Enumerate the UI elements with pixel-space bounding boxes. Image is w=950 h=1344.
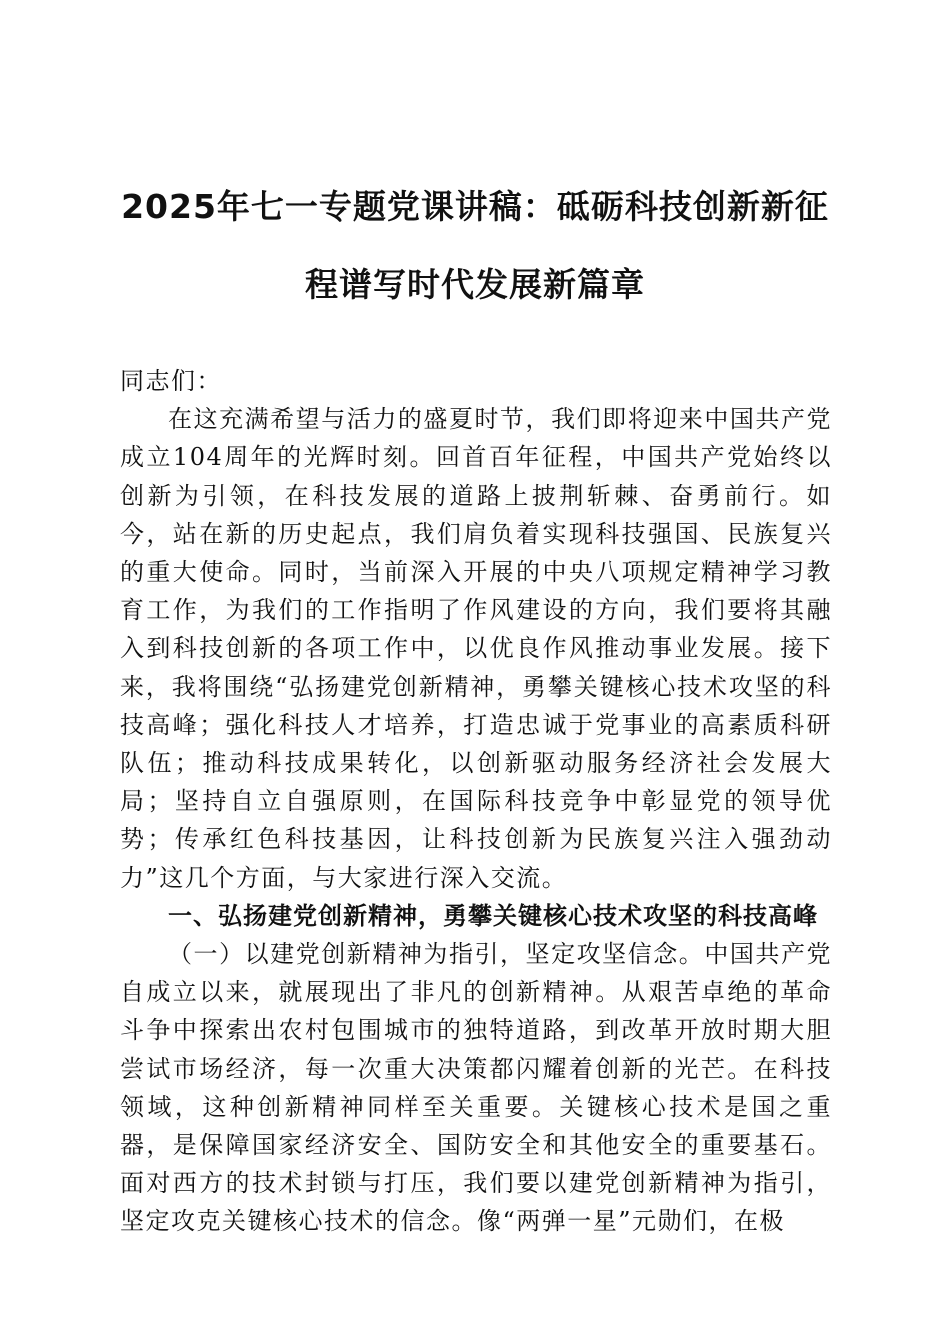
salutation: 同志们： xyxy=(120,367,222,395)
intro-paragraph: 在这充满希望与活力的盛夏时节，我们即将迎来中国共产党成立104周年的光辉时刻。回首百年征程，中国共产党始终以创新为引领，在科技发展的道路上披荆斩棘、奋勇前行。如今，站在新的历史起点，我们肩负着实现科技强国、民族复兴的重大使命。同时，当前深入开展的中央八项规定精神学习教育工作，为我们的工作指明了作风建设的方向，我们要将其融入到科技创新的各项工作中，以优良作风推动事业发展。接下来，我将围绕“弘扬建党创新精神，勇攀关键核心技术攻坚的科技高峰；强化科技人才培养，打造忠诚于党事业的高素质科研队伍；推动科技成果转化，以创新驱动服务经济社会发展大局；坚持自立自强原则，在国际科技竞争中彰显党的领导优势；传承红色科技基因，让科技创新为民族复兴注入强劲动力”这几个方面，与大家进行深入交流。 xyxy=(120,405,832,892)
section-heading-1: 一、弘扬建党创新精神，勇攀关键核心技术攻坚的科技高峰 xyxy=(168,901,818,930)
subsection-paragraph-1: （一）以建党创新精神为指引，坚定攻坚信念。中国共产党自成立以来，就展现出了非凡的创新精神。从艰苦卓绝的革命斗争中探索出农村包围城市的独特道路，到改革开放时期大胆尝试市场经济，每一次重大决策都闪耀着创新的光芒。在科技领域，这种创新精神同样至关重要。关键核心技术是国之重器，是保障国家经济安全、国防安全和其他安全的重要基石。面对西方的技术封锁与打压，我们要以建党创新精神为指引，坚定攻克关键核心技术的信念。像“两弹一星”元勋们，在极 xyxy=(120,940,832,1236)
document-title: 2025年七一专题党课讲稿：砥砺科技创新新征程谱写时代发展新篇章 xyxy=(121,187,829,304)
document-body xyxy=(120,362,832,1241)
